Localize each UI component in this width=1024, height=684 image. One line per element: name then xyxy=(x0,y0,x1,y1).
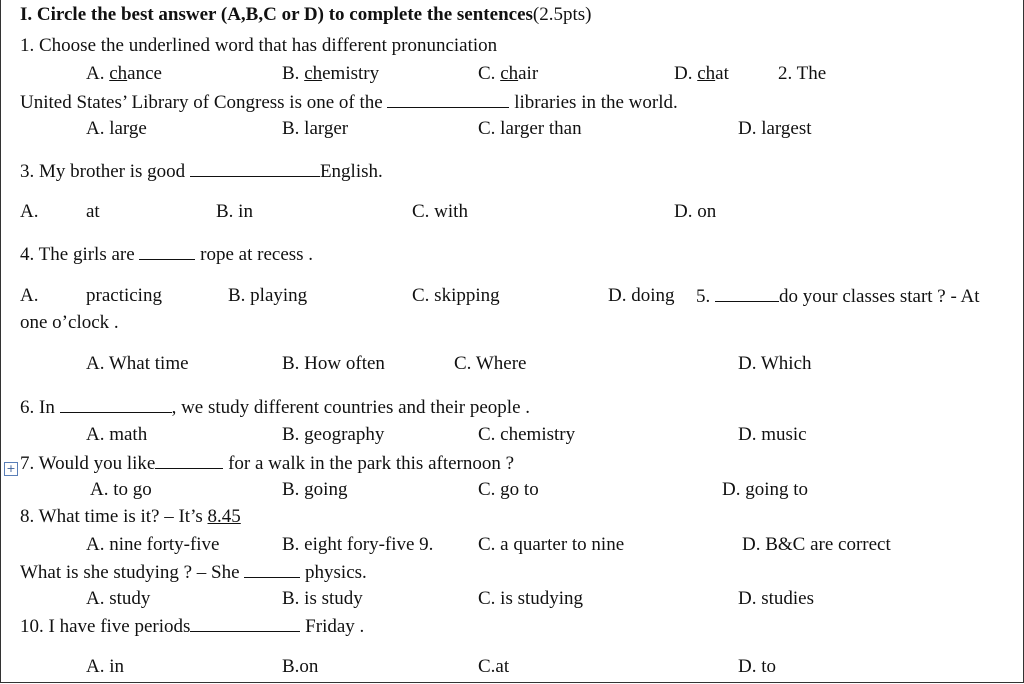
q10-option-c[interactable]: C.at xyxy=(478,656,510,677)
q5-option-c[interactable]: C. Where xyxy=(454,353,527,374)
q7-option-b[interactable]: B. going xyxy=(282,479,348,500)
q1-option-c[interactable]: C. chair xyxy=(478,63,539,84)
q2-option-c[interactable]: C. larger than xyxy=(478,118,582,139)
q8-option-d[interactable]: D. B&C are correct xyxy=(742,534,891,555)
q1-option-b[interactable]: B. chemistry xyxy=(282,63,380,84)
q4-option-b[interactable]: B. playing xyxy=(228,285,308,306)
q2-option-d[interactable]: D. largest xyxy=(738,118,812,139)
q6-option-c[interactable]: C. chemistry xyxy=(478,424,576,445)
q7-option-a[interactable]: A. to go xyxy=(90,479,152,500)
q6-option-b[interactable]: B. geography xyxy=(282,424,385,445)
table-move-handle-icon[interactable]: + xyxy=(4,462,18,476)
q7-option-d[interactable]: D. going to xyxy=(722,479,809,500)
q8-option-a[interactable]: A. nine forty-five xyxy=(86,534,220,555)
q9-stem: What is she studying ? – She physics. xyxy=(20,562,367,583)
q8-option-b[interactable]: B. eight fory-five 9. xyxy=(282,534,434,555)
q4-stem: 4. The girls are rope at recess . xyxy=(20,244,314,265)
q1-option-a[interactable]: A. chance xyxy=(86,63,162,84)
q3-option-d[interactable]: D. on xyxy=(674,201,717,222)
q9-option-b[interactable]: B. is study xyxy=(282,588,363,609)
q9-option-d[interactable]: D. studies xyxy=(738,588,814,609)
q4-option-c[interactable]: C. skipping xyxy=(412,285,500,306)
q4-option-a-text[interactable]: practicing xyxy=(86,285,162,306)
q3-option-c[interactable]: C. with xyxy=(412,201,468,222)
q6-option-a[interactable]: A. math xyxy=(86,424,148,445)
q10-option-a[interactable]: A. in xyxy=(86,656,124,677)
q4-option-d[interactable]: D. doing xyxy=(608,285,675,306)
q1-stem: 1. Choose the underlined word that has different pronunciation xyxy=(20,35,498,56)
q8-option-c[interactable]: C. a quarter to nine xyxy=(478,534,625,555)
q5-option-b[interactable]: B. How often xyxy=(282,353,385,374)
q3-option-a-text[interactable]: at xyxy=(86,201,100,222)
q2-option-b[interactable]: B. larger xyxy=(282,118,349,139)
q2-option-a[interactable]: A. large xyxy=(86,118,147,139)
q3-option-b[interactable]: B. in xyxy=(216,201,253,222)
q2-stem: United States’ Library of Congress is one of the libraries in the world. xyxy=(20,92,678,113)
q7-stem: 7. Would you like for a walk in the park this afternoon ? xyxy=(20,453,515,474)
q6-stem: 6. In , we study different countries and their people . xyxy=(20,397,531,418)
section-title: I. Circle the best answer (A,B,C or D) to complete the sentences(2.5pts) xyxy=(20,4,592,25)
q5-option-a[interactable]: A. What time xyxy=(86,353,189,374)
q9-option-a[interactable]: A. study xyxy=(86,588,151,609)
q10-stem: 10. I have five periods Friday . xyxy=(20,616,365,637)
q6-option-d[interactable]: D. music xyxy=(738,424,807,445)
q3-stem: 3. My brother is good English. xyxy=(20,161,383,182)
q2-number: 2. The xyxy=(778,63,827,84)
q3-option-a-letter[interactable]: A. xyxy=(20,201,39,222)
q5-stem-continued: one o’clock . xyxy=(20,312,119,333)
q10-option-b[interactable]: B.on xyxy=(282,656,319,677)
q5-stem: 5. do your classes start ? - At xyxy=(696,286,980,307)
q4-option-a-letter[interactable]: A. xyxy=(20,285,39,306)
q5-option-d[interactable]: D. Which xyxy=(738,353,812,374)
q8-stem: 8. What time is it? – It’s 8.45 xyxy=(20,506,241,527)
q7-option-c[interactable]: C. go to xyxy=(478,479,539,500)
q1-option-d[interactable]: D. chat xyxy=(674,63,729,84)
q10-option-d[interactable]: D. to xyxy=(738,656,776,677)
q9-option-c[interactable]: C. is studying xyxy=(478,588,584,609)
